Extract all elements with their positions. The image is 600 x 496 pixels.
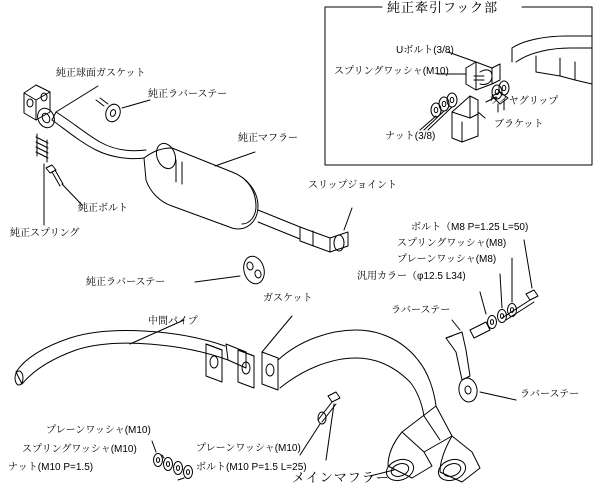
washer-nut-stack-left (154, 454, 193, 479)
genuine-rubber-stay-part-lower (241, 254, 268, 286)
genuine-front-pipe (52, 112, 146, 159)
label-wire-grip: ワイヤグリップ (489, 96, 559, 107)
label-u-bolt: Uボルト(3/8) (396, 45, 454, 56)
label-center-pipe: 中間パイプ (148, 316, 198, 327)
label-bolt-m10: ボルト(M10 P=1.5 L=25) (196, 462, 307, 473)
label-nut-38: ナット(3/8) (385, 131, 436, 142)
label-genuine-spherical-gasket: 純正球面ガスケット (56, 68, 146, 79)
main-muffler-tailpipes (383, 432, 480, 484)
genuine-spring-part (36, 134, 48, 162)
genuine-rubber-stay-part-upper (96, 98, 123, 124)
label-nut-m10: ナット(M10 P=1.5) (8, 462, 94, 473)
rubber-stay-right-part (446, 332, 479, 403)
inset-title: 純正牽引フック部 (387, 0, 499, 15)
label-spring-washer-m10-inset: スプリングワッシャ(M10) (334, 66, 449, 77)
label-spring-washer-m8: スプリングワッシャ(M8) (397, 238, 507, 249)
genuine-bolt-part (46, 165, 63, 186)
label-genuine-bolt: 純正ボルト (78, 203, 128, 214)
genuine-muffler-tail (258, 210, 348, 252)
label-plain-washer-m10-mid: プレーンワッシャ(M10) (196, 443, 301, 454)
label-plain-washer-m8: プレーンワッシャ(M8) (397, 254, 497, 265)
label-main-muffler: メインマフラー (292, 470, 390, 485)
label-genuine-spring: 純正スプリング (10, 228, 80, 239)
inset-frame (325, 7, 592, 165)
label-genuine-rubber-stay-lower: 純正ラバーステー (86, 277, 166, 288)
label-gasket: ガスケット (263, 293, 313, 304)
inset-bumper (512, 36, 592, 84)
label-spring-washer-m10-left: スプリングワッシャ(M10) (22, 444, 137, 455)
inset-leader-lines (420, 52, 496, 130)
label-plain-washer-m10-left: プレーンワッシャ(M10) (46, 425, 151, 436)
label-genuine-rubber-stay-upper: 純正ラバーステー (148, 89, 228, 100)
label-rubber-stay-far-right: ラバーステー (520, 389, 580, 400)
main-muffler-pipe (278, 330, 452, 452)
label-genuine-muffler: 純正マフラー (238, 133, 298, 144)
bolt-m10-part (318, 392, 340, 424)
label-slip-joint: スリップジョイント (308, 180, 397, 191)
genuine-muffler-body (144, 141, 258, 229)
label-general-collar: 汎用カラー（φ12.5 L34) (357, 271, 466, 282)
label-rubber-stay-right: ラバーステー (391, 305, 451, 316)
bolt-washer-stack-right (470, 290, 538, 338)
label-bracket: ブラケット (494, 119, 544, 130)
label-bolt-m8: ボルト（M8 P=1.25 L=50) (411, 222, 529, 233)
genuine-flange (24, 85, 57, 130)
